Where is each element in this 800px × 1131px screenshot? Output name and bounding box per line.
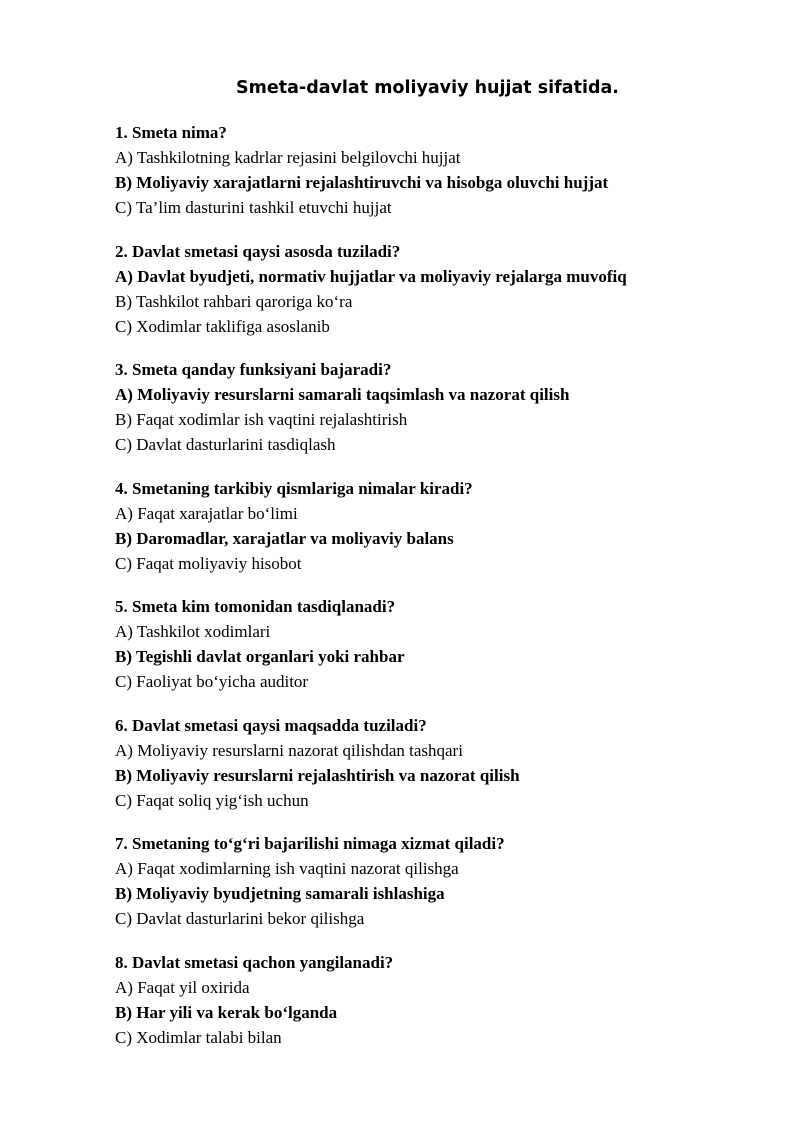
answer-option-b: B) Moliyaviy xarajatlarni rejalashtiruvchi va hisobga oluvchi hujjat xyxy=(115,173,609,192)
answer-option-a: A) Davlat byudjeti, normativ hujjatlar va moliyaviy rejalarga muvofiq xyxy=(115,266,627,286)
answer-option-b: B) Daromadlar, xarajatlar va moliyaviy balans xyxy=(115,528,454,548)
answer-option-a: A) Moliyaviy resurslarni samarali taqsimlash va nazorat qilish xyxy=(115,385,570,404)
answer-option-a: A) Faqat yil oxirida xyxy=(115,977,250,997)
answer-option-a: A) Tashkilotning kadrlar rejasini belgilovchi hujjat xyxy=(115,148,461,167)
answer-option-a: A) Moliyaviy resurslarni nazorat qilishdan tashqari xyxy=(115,740,463,760)
answer-option-b: B) Har yili va kerak bo‘lganda xyxy=(115,1002,338,1022)
answer-option-b: B) Moliyaviy resurslarni rejalashtirish va nazorat qilish xyxy=(115,765,520,785)
question-text: 4. Smetaning tarkibiy qismlariga nimalar kiradi? xyxy=(115,478,473,498)
answer-option-c: C) Faqat moliyaviy hisobot xyxy=(115,553,302,573)
answer-option-a: A) Faqat xarajatlar bo‘limi xyxy=(115,503,298,523)
question-block xyxy=(115,594,775,694)
question-text: 7. Smetaning to‘g‘ri bajarilishi nimaga xizmat qiladi? xyxy=(115,834,505,853)
question-text: 5. Smeta kim tomonidan tasdiqlanadi? xyxy=(115,597,396,616)
document-title: Smeta-davlat moliyaviy hujjat sifatida. xyxy=(236,78,619,98)
answer-option-c: C) Xodimlar taklifiga asoslanib xyxy=(115,316,330,336)
question-block xyxy=(115,239,775,339)
answer-option-a: A) Faqat xodimlarning ish vaqtini nazorat qilishga xyxy=(115,859,459,878)
answer-option-c: C) Faqat soliq yig‘ish uchun xyxy=(115,790,309,810)
answer-option-c: C) Davlat dasturlarini tasdiqlash xyxy=(115,435,336,454)
question-text: 2. Davlat smetasi qaysi asosda tuziladi? xyxy=(115,241,401,261)
question-block xyxy=(115,120,775,220)
question-text: 1. Smeta nima? xyxy=(115,123,227,142)
answer-option-c: C) Davlat dasturlarini bekor qilishga xyxy=(115,909,365,928)
question-text: 8. Davlat smetasi qachon yangilanadi? xyxy=(115,952,394,972)
answer-option-b: B) Moliyaviy byudjetning samarali ishlashiga xyxy=(115,884,445,903)
answer-option-a: A) Tashkilot xodimlari xyxy=(115,622,271,641)
question-block xyxy=(115,476,775,576)
answer-option-c: C) Xodimlar talabi bilan xyxy=(115,1027,282,1047)
question-text: 6. Davlat smetasi qaysi maqsadda tuziladi? xyxy=(115,715,427,735)
question-block xyxy=(115,357,775,457)
question-block xyxy=(115,831,775,931)
answer-option-c: C) Ta’lim dasturini tashkil etuvchi hujjat xyxy=(115,198,392,217)
answer-option-b: B) Tashkilot rahbari qaroriga ko‘ra xyxy=(115,291,353,311)
question-list xyxy=(115,120,775,1068)
question-block xyxy=(115,950,775,1050)
answer-option-c: C) Faoliyat bo‘yicha auditor xyxy=(115,672,309,691)
question-block xyxy=(115,713,775,813)
question-text: 3. Smeta qanday funksiyani bajaradi? xyxy=(115,360,392,379)
answer-option-b: B) Tegishli davlat organlari yoki rahbar xyxy=(115,647,405,666)
answer-option-b: B) Faqat xodimlar ish vaqtini rejalashtirish xyxy=(115,410,408,429)
